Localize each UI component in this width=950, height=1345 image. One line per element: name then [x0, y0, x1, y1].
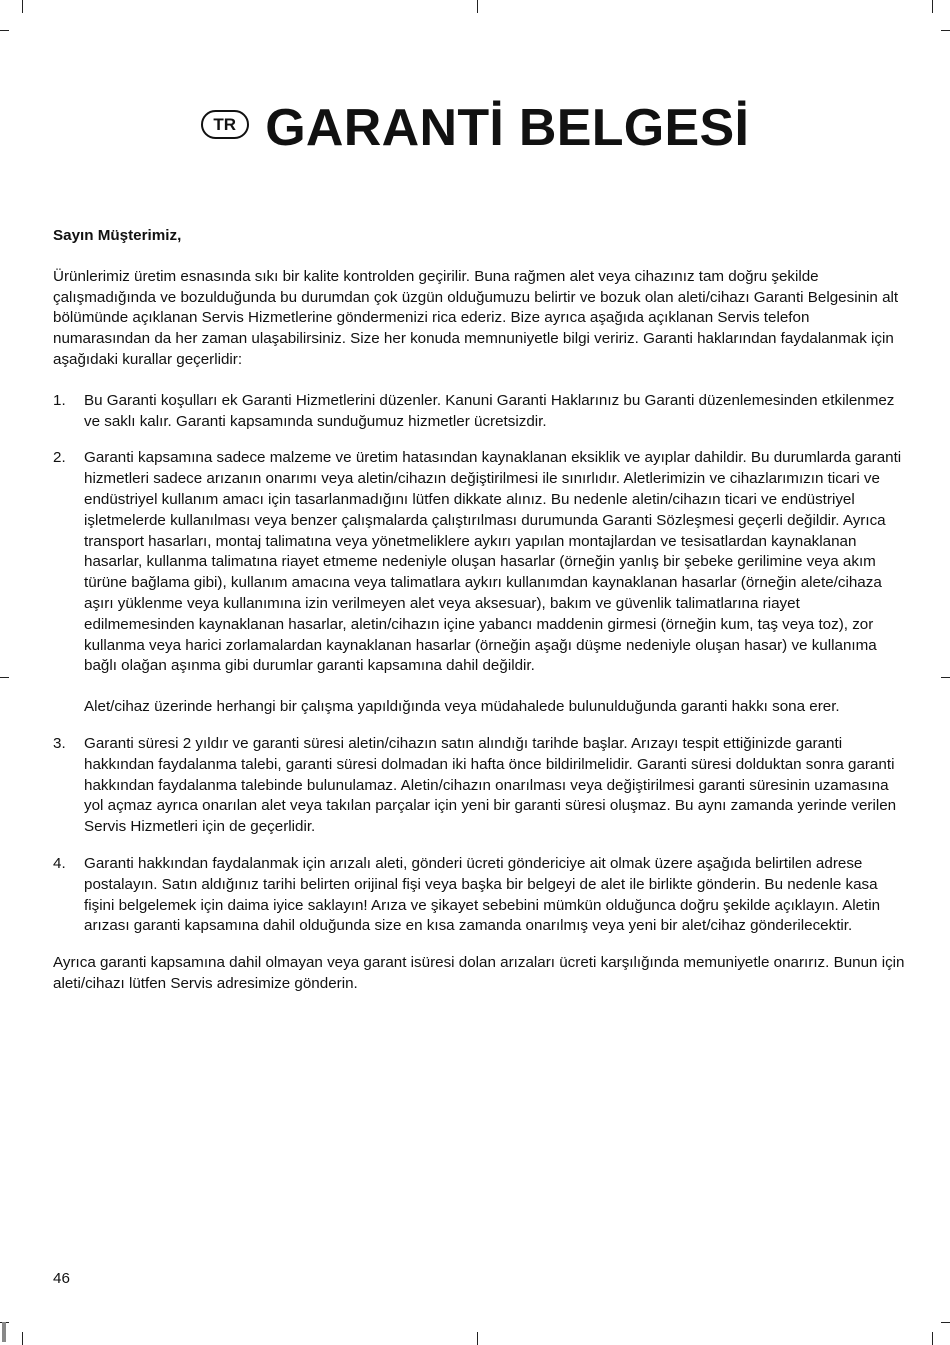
list-item-text: Bu Garanti koşulları ek Garanti Hizmetlerini düzenler. Kanuni Garanti Haklarınız bu Garanti düzenlemesinden etkilenmez ve saklı kalır. Garanti kapsamında sunduğumuz hizmetler ücretsizdir. — [84, 391, 895, 430]
list-item-content — [84, 448, 905, 718]
language-badge: TR — [201, 110, 249, 139]
list-item-text: Garanti kapsamına sadece malzeme ve üretim hatasından kaynaklanan eksiklik ve ayıplar dahildir. Bu durumlarda garanti hizmetleri sadece arızanın onarımı veya aletin/cihazın değiştirilmesi ile sınırlıdır. Aletlerimizin ve cihazlarımızın ticari ve endüstriyel kullanım amacı için tasarlanmadığını lütfen dikkate alınız. Bu nedenle aletin/cihazın ticari ve endüstriyel işletmelerde kullanılması veya benzer çalışmalarda çalıştırılması durumunda Garanti Sözleşmesi geçerli değildir. Ayrıca transport hasarları, montaj talimatına veya yönetmeliklere aykırı yapılan montajlardan ve tesisatlardan kaynaklanan hasarlar, kullanma talimatına riayet etmeme nedeniyle oluşan hasarlar (örneğin yanlış bir şebeke gerilimine veya akım türüne bağlama gibi), kullanım amacına veya talimatlara aykırı kullanımdan kaynaklanan hasarlar (örneğin alete/cihaza aşırı yüklenme veya kullanımına izin verilmeyen alet veya aksesuar), bakım ve güvenlik talimatlarına riayet edilmemesinden kaynaklanan hasarlar, aletin/cihazın içine yabancı maddenin girmesi (örneğin kum, taş veya toz), zor kullanma veya harici zorlamalardan kaynaklanan hasarlar (örneğin aşağı düşme nedeniyle oluşan hasar) ve kullanıma bağlı olağan aşınma gibi durumlar garanti kapsamına dahil değildir. — [84, 449, 902, 675]
crop-mark-top-left — [22, 0, 23, 13]
crop-mark-bottom-right — [932, 1332, 933, 1345]
crop-mark-bottom-left — [22, 1332, 23, 1345]
warranty-terms-list — [53, 391, 905, 937]
list-item-subparagraph: Alet/cihaz üzerinde herhangi bir çalışma yapıldığında veya müdahalede bulunulduğunda garanti hakkı sona erer. — [84, 698, 840, 716]
edge-bar — [2, 1322, 6, 1342]
list-item — [53, 391, 905, 433]
crop-mark-left-top — [0, 30, 9, 31]
crop-mark-top-center — [477, 0, 478, 13]
page-number: 46 — [53, 1270, 70, 1287]
list-item-text: Garanti süresi 2 yıldır ve garanti süresi aletin/cihazın satın alındığı tarihde başlar. Arızayı tespit ettiğinizde garanti hakkından faydalanma talebi, garanti süresi dolmadan iki hafta önce bildirilmelidir. Garanti süresi dolduktan sonra garanti hakkından faydalanma talebinde bulunulamaz. Aletin/cihazın onarılması veya değiştirilmesi garanti süresinin uzamasına yol açmaz ayrıca onarılan alet veya takılan parçalar için yeni bir garanti süresi oluşmaz. Bu aynı zamanda yerinde verilen Servis Hizmetleri için de geçerlidir. — [84, 734, 897, 836]
crop-mark-bottom-center — [477, 1332, 478, 1345]
list-item — [53, 734, 905, 838]
list-item-text: Garanti hakkından faydalanmak için arızalı aleti, gönderi ücreti göndericiye ait olmak üzere aşağıda belirtilen adrese postalayın. Satın aldığınız tarihi belirten orijinal fişi veya başka bir belgeyi de alet ile birlikte gönderin. Bu nedenle kasa fişini belgelemek için daima iyice saklayın! Arıza ve şikayet sebebini mümkün olduğunca doğru şekilde açıklayın. Aletin arızası garanti kapsamına dahil olduğunda size en kısa zamanda onarılmış veya yeni bir alet/cihaz gönderilecektir. — [84, 854, 881, 935]
crop-mark-right-top — [941, 30, 950, 31]
document-body — [53, 226, 905, 995]
crop-mark-right-middle — [941, 677, 950, 678]
document-header — [0, 98, 950, 158]
list-item — [53, 854, 905, 937]
crop-mark-top-right — [932, 0, 933, 13]
crop-mark-left-middle — [0, 677, 9, 678]
list-item — [53, 448, 905, 718]
intro-paragraph: Ürünlerimiz üretim esnasında sıkı bir kalite kontrolden geçirilir. Buna rağmen alet veya cihazınız tam doğru şekilde çalışmadığında ve bozulduğunda bu durumdan çok üzgün olduğumuzu belirtir ve bozuk olan aleti/cihazı Garanti Belgesinin alt bölümünde açıklanan Servis Hizmetlerine göndermenizi rica ederiz. Bize ayrıca aşağıda açıklanan Servis telefon numarasından da her zaman ulaşabilirsiniz. Size her konuda memnuniyetle bilgi veririz. Garanti haklarından faydalanmak için aşağıdaki kurallar geçerlidir: — [53, 267, 899, 368]
list-item-number: 4. — [53, 854, 66, 872]
list-item-number: 1. — [53, 391, 66, 409]
crop-mark-right-bottom — [941, 1322, 950, 1323]
closing-paragraph: Ayrıca garanti kapsamına dahil olmayan veya garant isüresi dolan arızaları ücreti karşılığında memuniyetle onarırız. Bunun için aleti/cihazı lütfen Servis adresimize gönderin. — [53, 954, 905, 992]
page-title: GARANTİ BELGESİ — [265, 99, 750, 157]
greeting: Sayın Müşterimiz, — [53, 227, 182, 244]
list-item-number: 3. — [53, 734, 66, 752]
list-item-number: 2. — [53, 449, 66, 467]
